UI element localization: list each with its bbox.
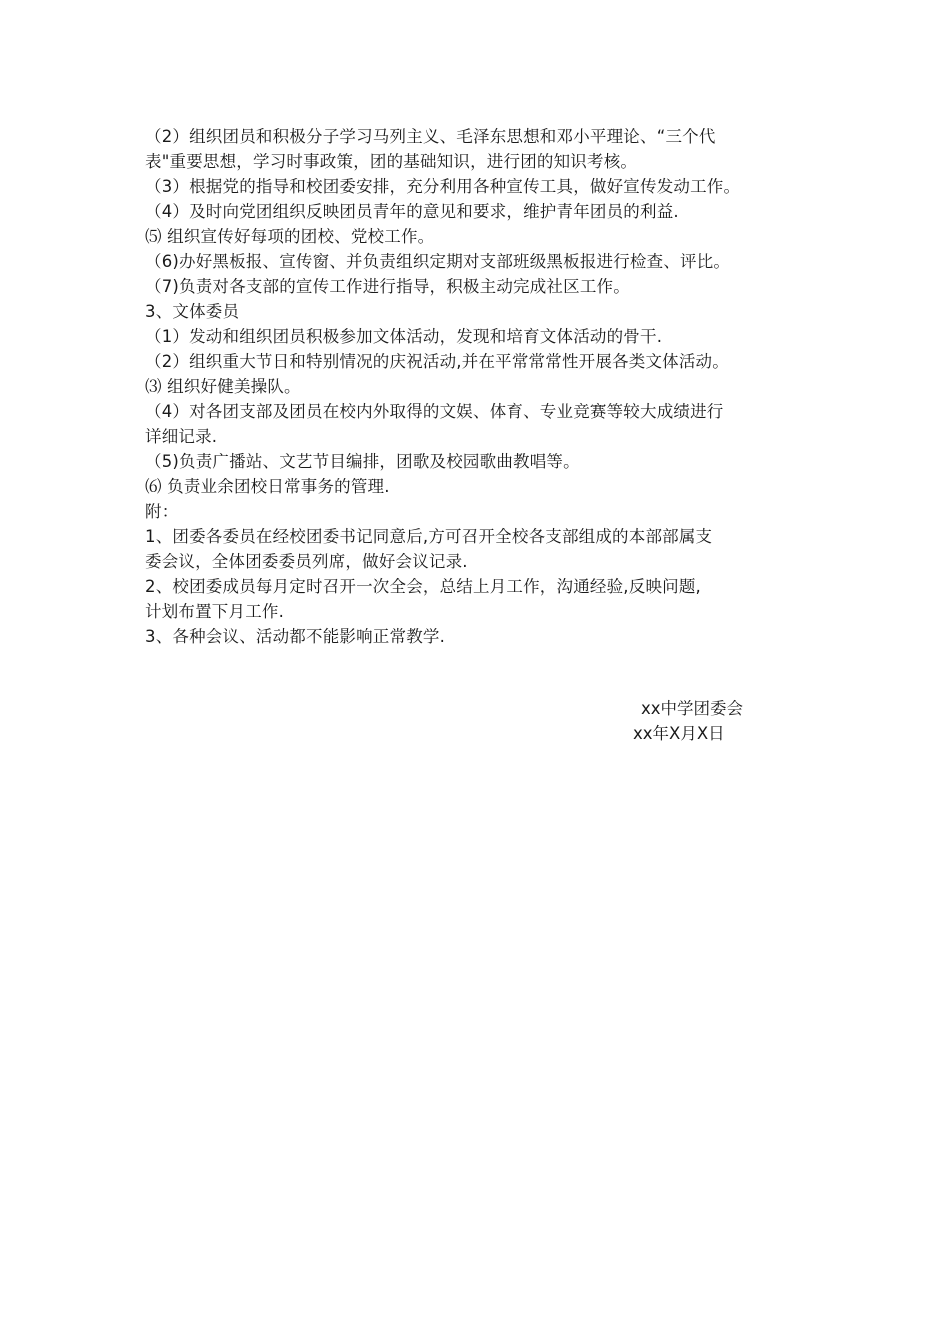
text-line: （1）发动和组织团员积极参加文体活动，发现和培育文体活动的骨干. (145, 327, 663, 346)
text-line: 1、团委各委员在经校团委书记同意后,方可召开全校各支部组成的本部部属支 (145, 527, 713, 546)
text-line: ⑸ 组织宣传好每项的团校、党校工作。 (145, 227, 435, 246)
signature-date: xx年X月X日 (633, 724, 725, 743)
text-line: ⑶ 组织好健美操队。 (145, 377, 301, 396)
text-line: （7)负责对各支部的宣传工作进行指导，积极主动完成社区工作。 (145, 277, 630, 296)
text-line: 2、校团委成员每月定时召开一次全会，总结上月工作，沟通经验,反映问题, (145, 577, 701, 596)
text-line: （3）根据党的指导和校团委安排，充分利用各种宣传工具，做好宣传发动工作。 (145, 177, 741, 196)
text-line: 委会议，全体团委委员列席，做好会议记录. (145, 552, 468, 571)
text-line: （2）组织团员和积极分子学习马列主义、毛泽东思想和邓小平理论、“三个代 (145, 127, 716, 146)
text-line: （6)办好黑板报、宣传窗、并负责组织定期对支部班级黑板报进行检查、评比。 (145, 252, 731, 271)
text-line: ⑹ 负责业余团校日常事务的管理. (145, 477, 390, 496)
text-line: （2）组织重大节日和特别情况的庆祝活动,并在平常常常性开展各类文体活动。 (145, 352, 729, 371)
section-heading: 3、文体委员 (145, 302, 240, 321)
signature-organization: xx中学团委会 (641, 699, 744, 718)
text-line: 计划布置下月工作. (145, 602, 285, 621)
document-body (145, 124, 825, 649)
text-line: 3、各种会议、活动都不能影响正常教学. (145, 627, 446, 646)
text-line: （4）对各团支部及团员在校内外取得的文娱、体育、专业竞赛等较大成绩进行 (145, 402, 724, 421)
text-line: 详细记录. (145, 427, 218, 446)
text-line: （4）及时向党团组织反映团员青年的意见和要求，维护青年团员的利益. (145, 202, 679, 221)
text-line: （5)负责广播站、文艺节目编排，团歌及校园歌曲教唱等。 (145, 452, 580, 471)
text-line: 表"重要思想，学习时事政策，团的基础知识，进行团的知识考核。 (145, 152, 638, 171)
appendix-heading: 附： (145, 502, 179, 521)
